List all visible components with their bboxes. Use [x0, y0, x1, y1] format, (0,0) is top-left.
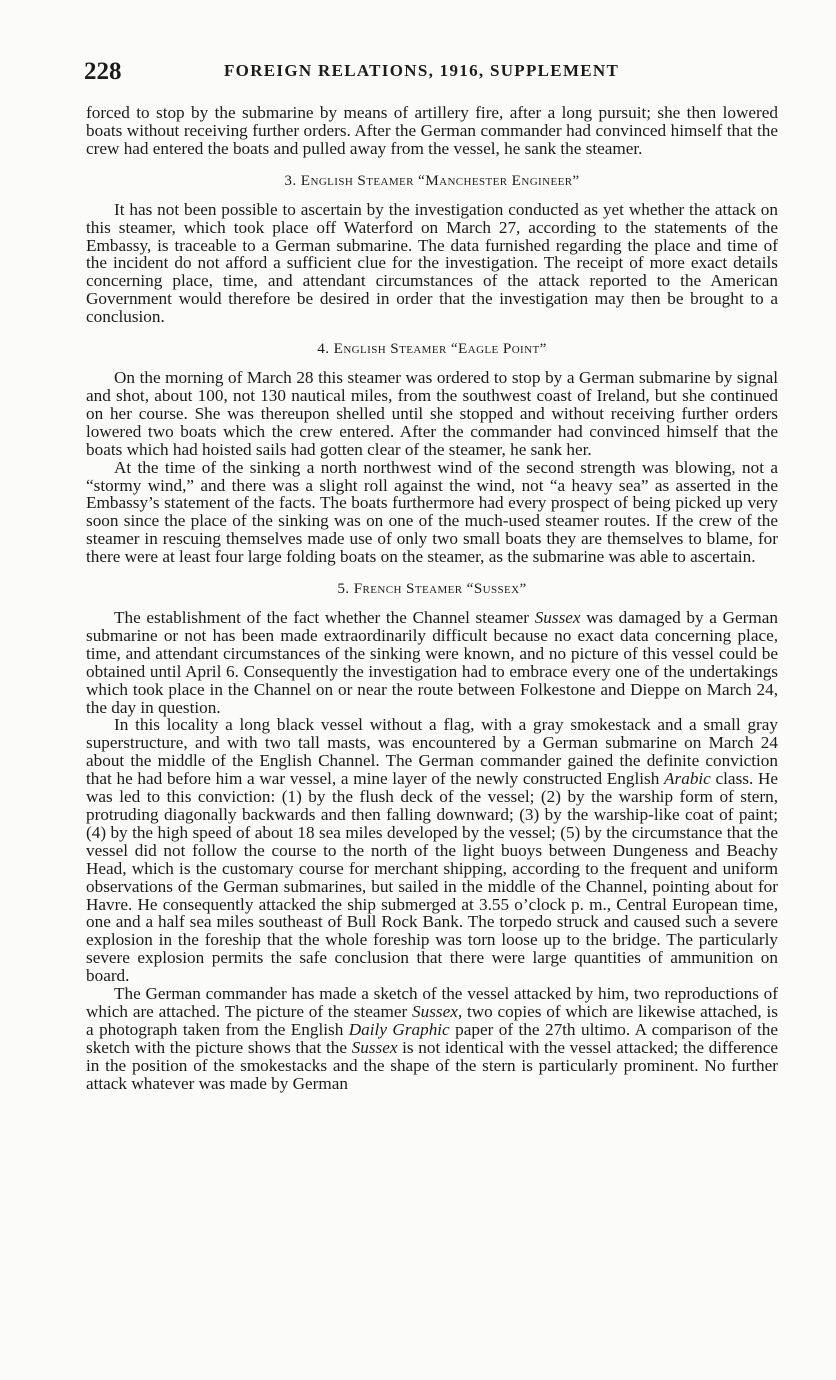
ship-name: Sussex [351, 1037, 398, 1057]
paragraph: It has not been possible to ascertain by the investigation conducted as yet whether the attack on this steamer, which took place off Waterford on March 27, according to the statements of the Embassy, is traceable to a German submarine. The data furnished regarding the place and time of the incident do not afford a sufficient clue for the investigation. The receipt of more exact details concerning place, time, and attendant circumstances of the attack reported to the American Government would therefore be desired in order that the investigation may then be brought to a conclusion. [86, 199, 778, 327]
section-heading-eagle-point: 4. English Steamer “Eagle Point” [317, 340, 547, 358]
ship-name: Sussex, [412, 1001, 463, 1021]
paragraph: On the morning of March 28 this steamer was ordered to stop by a German submarine by signal and shot, about 100, not 130 nautical miles, from the southwest coast of Ireland, but she continued on her course. She was thereupon shelled until she stopped and without receiving further orders lowered two boats which the crew entered. After the commander had convinced himself that the boats which had hoisted sails had gotten clear of the steamer, he sank her. [86, 368, 778, 459]
paragraph: The German commander has made a sketch of the vessel attacked by him, two reproductions of which are attached. The picture of the steamer Sussex, two copies of which are likewise attached, is a photograph taken from the English Daily Graphic paper of the 27th ultimo. A comparison of the sketch with the picture shows that the Sussex is not identical with the vessel attacked; the difference in the position of the smokestacks and the shape of the stern is particularly prominent. No further attack whatever was made by German [86, 984, 778, 1093]
page-header [84, 58, 778, 84]
paragraph: The establishment of the fact whether the Channel steamer Sussex was damaged by a German submarine or not has been made extraordinarily difficult because no exact data concerning place, time, and attendant circumstances of the sinking were known, and no picture of this vessel could be obtained until April 6. Consequently the investigation had to embrace every one of the undertakings which took place in the Channel on or near the route between Folkestone and Dieppe on March 24, the day in question. [86, 608, 778, 717]
running-head: FOREIGN RELATIONS, 1916, SUPPLEMENT [224, 61, 620, 80]
section-heading-sussex: 5. French Steamer “Sussex” [337, 580, 527, 598]
paragraph: In this locality a long black vessel without a flag, with a gray smokestack and a small gray superstructure, and with two tall masts, was encountered by a German submarine on March 24 about the middle of the English Channel. The German commander gained the definite conviction that he had before him a war vessel, a mine layer of the newly constructed English Arabic class. He was led to this conviction: (1) by the flush deck of the vessel; (2) by the warship form of stern, protruding diagonally backwards and then falling downward; (3) by the warship-like coat of paint; (4) by the high speed of about 18 sea miles developed by the vessel; (5) by the circumstance that the vessel did not follow the course to the north of the light buoys between Dungeness and Beachy Head, which is the customary course for merchant shipping, according to the frequent and uniform observations of the German submarines, but sailed in the middle of the Channel, pointing about for Havre. He consequently attacked the ship submerged at 3.55 o’clock p. m., Central European time, one and a half sea miles southeast of Bull Rock Bank. The torpedo struck and caused such a severe explosion in the foreship that the whole foreship was torn loose up to the bridge. The particularly severe explosion permits the safe conclusion that there were large quantities of ammunition on board. [86, 715, 778, 986]
newspaper-name: Daily Graphic [348, 1019, 450, 1039]
ship-name: Sussex [534, 608, 581, 628]
paragraph: At the time of the sinking a north northwest wind of the second strength was blowing, not a “stormy wind,” and there was a slight roll against the wind, not “a heavy sea” as asserted in the Embassy’s statement of the facts. The boats furthermore had every prospect of being picked up very soon since the place of the sinking was on one of the much-used steamer routes. If the crew of the steamer in rescuing themselves made use of only two small boats they are themselves to blame, for there were at least four large folding boats on the steamer, as the submarine was able to ascertain. [86, 457, 778, 567]
continuation-paragraph: forced to stop by the submarine by means of artillery fire, after a long pursuit; she then lowered boats without receiving further orders. After the German commander had convinced himself that the crew had entered the boats and pulled away from the vessel, he sank the steamer. [86, 103, 778, 158]
body-text [86, 104, 778, 1093]
page-number: 228 [84, 58, 122, 85]
section-heading-manchester-engineer: 3. English Steamer “Manchester Engineer” [284, 171, 580, 189]
ship-class-name: Arabic [664, 769, 711, 789]
